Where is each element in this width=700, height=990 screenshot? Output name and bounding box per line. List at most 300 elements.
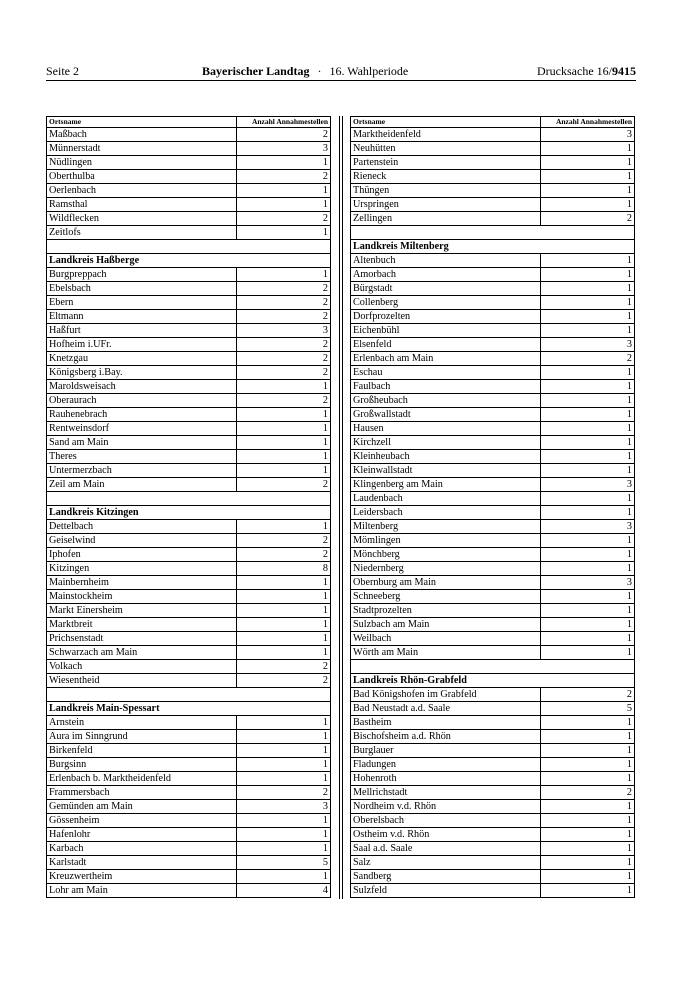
count-cell: 1: [237, 520, 331, 534]
place-name-cell: Bürgstadt: [351, 282, 541, 296]
count-cell: 1: [237, 716, 331, 730]
table-row: [47, 142, 331, 156]
district-name: Landkreis Main-Spessart: [47, 702, 331, 716]
place-name-cell: Klingenberg am Main: [351, 478, 541, 492]
table-row: [47, 450, 331, 464]
table-row: [47, 394, 331, 408]
count-cell: 1: [237, 814, 331, 828]
table-row: [47, 814, 331, 828]
place-name-cell: Kitzingen: [47, 562, 237, 576]
count-cell: 1: [541, 506, 635, 520]
table-row: [47, 800, 331, 814]
count-cell: 1: [541, 394, 635, 408]
count-cell: 1: [237, 198, 331, 212]
table-row: [351, 520, 635, 534]
count-cell: 3: [541, 128, 635, 142]
table-row: [351, 562, 635, 576]
table-row: [351, 548, 635, 562]
place-name-cell: Nordheim v.d. Rhön: [351, 800, 541, 814]
place-name-cell: Volkach: [47, 660, 237, 674]
place-name-cell: Wörth am Main: [351, 646, 541, 660]
count-cell: 2: [237, 534, 331, 548]
table-row: [351, 254, 635, 268]
table-row: [47, 618, 331, 632]
table-row: [351, 716, 635, 730]
page-number: Seite 2: [46, 64, 79, 78]
place-name-cell: Geiselwind: [47, 534, 237, 548]
count-cell: 1: [541, 492, 635, 506]
place-name-cell: Birkenfeld: [47, 744, 237, 758]
table-row: [47, 730, 331, 744]
place-name-cell: Faulbach: [351, 380, 541, 394]
table-row: [351, 800, 635, 814]
place-name-cell: Altenbuch: [351, 254, 541, 268]
count-cell: 1: [541, 730, 635, 744]
table-row: [47, 338, 331, 352]
table-row: [47, 870, 331, 884]
header-rule: [46, 80, 636, 81]
count-cell: 2: [237, 170, 331, 184]
count-cell: 3: [237, 324, 331, 338]
table-row: [47, 674, 331, 688]
place-name-cell: Weilbach: [351, 632, 541, 646]
place-name-cell: Iphofen: [47, 548, 237, 562]
place-name-cell: Erlenbach am Main: [351, 352, 541, 366]
place-name-cell: Gössenheim: [47, 814, 237, 828]
count-cell: 2: [237, 282, 331, 296]
count-cell: 2: [237, 296, 331, 310]
place-name-cell: Thüngen: [351, 184, 541, 198]
table-row: [47, 310, 331, 324]
place-name-cell: Aura im Sinngrund: [47, 730, 237, 744]
count-cell: 1: [541, 590, 635, 604]
count-cell: 1: [541, 884, 635, 898]
table-row: [47, 660, 331, 674]
table-row: [351, 380, 635, 394]
table-row: [351, 688, 635, 702]
table-row: [47, 226, 331, 240]
table-row: [351, 352, 635, 366]
table-row: [351, 842, 635, 856]
count-cell: 1: [541, 296, 635, 310]
count-cell: 1: [237, 576, 331, 590]
column-divider-right: [342, 116, 343, 899]
blank-cell: [47, 492, 331, 506]
count-cell: 8: [237, 562, 331, 576]
count-cell: 1: [541, 870, 635, 884]
district-heading-row: [351, 240, 635, 254]
count-cell: 2: [237, 352, 331, 366]
table-row: [47, 380, 331, 394]
table-row: [47, 366, 331, 380]
table-row: [351, 450, 635, 464]
place-name-cell: Nüdlingen: [47, 156, 237, 170]
count-cell: 3: [541, 338, 635, 352]
place-name-cell: Urspringen: [351, 198, 541, 212]
table-row: [47, 352, 331, 366]
table-row: [351, 422, 635, 436]
table-row: [351, 758, 635, 772]
table-row: [47, 604, 331, 618]
table-row: [351, 170, 635, 184]
place-name-cell: Ostheim v.d. Rhön: [351, 828, 541, 842]
table-row: [47, 156, 331, 170]
table-row: [47, 632, 331, 646]
place-name-cell: Marktheidenfeld: [351, 128, 541, 142]
place-name-cell: Maßbach: [47, 128, 237, 142]
place-name-cell: Amorbach: [351, 268, 541, 282]
table-row: [47, 758, 331, 772]
count-cell: 1: [541, 268, 635, 282]
table-row: [47, 282, 331, 296]
count-cell: 2: [237, 548, 331, 562]
table-row: [351, 492, 635, 506]
table-row: [351, 604, 635, 618]
table-row: [47, 856, 331, 870]
place-name-cell: Oberthulba: [47, 170, 237, 184]
table-row: [351, 506, 635, 520]
count-cell: 1: [237, 436, 331, 450]
place-name-cell: Frammersbach: [47, 786, 237, 800]
count-cell: 2: [541, 352, 635, 366]
place-name-cell: Sandberg: [351, 870, 541, 884]
count-cell: 1: [541, 408, 635, 422]
table-row: [47, 128, 331, 142]
place-name-cell: Rauhenebrach: [47, 408, 237, 422]
table-row: [47, 478, 331, 492]
count-cell: 1: [541, 842, 635, 856]
table-row: [47, 590, 331, 604]
count-cell: 2: [237, 128, 331, 142]
place-name-cell: Ebern: [47, 296, 237, 310]
place-name-cell: Haßfurt: [47, 324, 237, 338]
blank-row: [351, 226, 635, 240]
place-name-cell: Dettelbach: [47, 520, 237, 534]
count-cell: 5: [237, 856, 331, 870]
place-name-cell: Hausen: [351, 422, 541, 436]
count-cell: 1: [237, 380, 331, 394]
table-row: [47, 408, 331, 422]
place-name-cell: Oerlenbach: [47, 184, 237, 198]
table-row: [47, 646, 331, 660]
count-cell: 2: [237, 310, 331, 324]
count-cell: 2: [237, 786, 331, 800]
table-row: [47, 184, 331, 198]
table-row: [351, 730, 635, 744]
table-row: [351, 772, 635, 786]
column-header-name: Ortsname: [351, 117, 541, 128]
count-cell: 1: [541, 464, 635, 478]
count-cell: 1: [237, 226, 331, 240]
count-cell: 2: [541, 786, 635, 800]
district-heading-row: [47, 702, 331, 716]
place-name-cell: Prichsenstadt: [47, 632, 237, 646]
count-cell: 1: [237, 408, 331, 422]
place-name-cell: Zeil am Main: [47, 478, 237, 492]
count-cell: 1: [541, 380, 635, 394]
place-name-cell: Salz: [351, 856, 541, 870]
table-row: [351, 646, 635, 660]
count-cell: 1: [541, 716, 635, 730]
count-cell: 1: [541, 282, 635, 296]
blank-row: [47, 492, 331, 506]
count-cell: 1: [541, 254, 635, 268]
count-cell: 3: [541, 478, 635, 492]
blank-row: [47, 688, 331, 702]
count-cell: 5: [541, 702, 635, 716]
count-cell: 2: [237, 212, 331, 226]
table-row: [47, 520, 331, 534]
column-divider-left: [339, 116, 340, 899]
district-name: Landkreis Miltenberg: [351, 240, 635, 254]
place-name-cell: Sand am Main: [47, 436, 237, 450]
place-name-cell: Großwallstadt: [351, 408, 541, 422]
column-header-count: Anzahl Annahmestellen: [237, 117, 331, 128]
place-name-cell: Kleinwallstadt: [351, 464, 541, 478]
place-name-cell: Maroldsweisach: [47, 380, 237, 394]
count-cell: 1: [541, 422, 635, 436]
count-cell: 1: [237, 632, 331, 646]
table-row: [351, 534, 635, 548]
count-cell: 1: [237, 590, 331, 604]
table-row: [351, 198, 635, 212]
place-name-cell: Dorfprozelten: [351, 310, 541, 324]
place-name-cell: Elsenfeld: [351, 338, 541, 352]
count-cell: 1: [237, 828, 331, 842]
table-row: [351, 856, 635, 870]
place-name-cell: Rentweinsdorf: [47, 422, 237, 436]
place-name-cell: Theres: [47, 450, 237, 464]
table-row: [47, 422, 331, 436]
table-row: [351, 744, 635, 758]
table-row: [47, 786, 331, 800]
blank-cell: [47, 688, 331, 702]
place-name-cell: Erlenbach b. Marktheidenfeld: [47, 772, 237, 786]
table-row: [351, 338, 635, 352]
table-row: [351, 814, 635, 828]
table-row: [47, 548, 331, 562]
table-row: [351, 184, 635, 198]
count-cell: 1: [541, 156, 635, 170]
count-cell: 1: [237, 772, 331, 786]
count-cell: 1: [541, 828, 635, 842]
count-cell: 1: [541, 604, 635, 618]
table-row: [351, 366, 635, 380]
place-name-cell: Münnerstadt: [47, 142, 237, 156]
count-cell: 1: [237, 618, 331, 632]
place-name-cell: Ramsthal: [47, 198, 237, 212]
place-name-cell: Collenberg: [351, 296, 541, 310]
count-cell: 2: [541, 212, 635, 226]
count-cell: 2: [237, 674, 331, 688]
column-header-count: Anzahl Annahmestellen: [541, 117, 635, 128]
place-name-cell: Mönchberg: [351, 548, 541, 562]
count-cell: 1: [541, 534, 635, 548]
right-table-body: [351, 128, 635, 898]
place-name-cell: Karbach: [47, 842, 237, 856]
document-number: [537, 62, 636, 80]
place-name-cell: Bad Königshofen im Grabfeld: [351, 688, 541, 702]
place-name-cell: Sulzbach am Main: [351, 618, 541, 632]
count-cell: 3: [237, 142, 331, 156]
place-name-cell: Schwarzach am Main: [47, 646, 237, 660]
table-row: [47, 744, 331, 758]
count-cell: 1: [541, 450, 635, 464]
blank-cell: [351, 660, 635, 674]
table-row: [351, 618, 635, 632]
place-name-cell: Partenstein: [351, 156, 541, 170]
place-name-cell: Neuhütten: [351, 142, 541, 156]
place-name-cell: Kreuzwertheim: [47, 870, 237, 884]
table-row: [351, 282, 635, 296]
place-name-cell: Laudenbach: [351, 492, 541, 506]
count-cell: 1: [541, 310, 635, 324]
count-cell: 1: [541, 814, 635, 828]
table-row: [351, 786, 635, 800]
table-row: [47, 170, 331, 184]
place-name-cell: Bischofsheim a.d. Rhön: [351, 730, 541, 744]
table-row: [47, 268, 331, 282]
blank-cell: [351, 226, 635, 240]
place-name-cell: Burglauer: [351, 744, 541, 758]
table-row: [351, 324, 635, 338]
count-cell: 1: [541, 856, 635, 870]
parliament-title: [202, 62, 408, 80]
table-row: [351, 590, 635, 604]
place-name-cell: Bastheim: [351, 716, 541, 730]
count-cell: 1: [541, 436, 635, 450]
table-row: [47, 436, 331, 450]
count-cell: 1: [237, 422, 331, 436]
place-name-cell: Karlstadt: [47, 856, 237, 870]
place-name-cell: Fladungen: [351, 758, 541, 772]
table-row: [47, 212, 331, 226]
place-name-cell: Burgpreppach: [47, 268, 237, 282]
table-row: [47, 534, 331, 548]
column-header-name: Ortsname: [47, 117, 237, 128]
table-row: [351, 128, 635, 142]
district-name: Landkreis Rhön-Grabfeld: [351, 674, 635, 688]
place-name-cell: Gemünden am Main: [47, 800, 237, 814]
table-row: [351, 478, 635, 492]
place-name-cell: Rieneck: [351, 170, 541, 184]
count-cell: 1: [541, 772, 635, 786]
place-name-cell: Obernburg am Main: [351, 576, 541, 590]
table-row: [351, 884, 635, 898]
table-row: [47, 324, 331, 338]
table-row: [47, 716, 331, 730]
count-cell: 1: [541, 184, 635, 198]
place-name-cell: Zeitlofs: [47, 226, 237, 240]
count-cell: 1: [237, 744, 331, 758]
place-name-cell: Eltmann: [47, 310, 237, 324]
count-cell: 1: [237, 464, 331, 478]
district-heading-row: [47, 254, 331, 268]
table-row: [351, 296, 635, 310]
place-name-cell: Marktbreit: [47, 618, 237, 632]
place-name-cell: Wiesentheid: [47, 674, 237, 688]
place-name-cell: Oberelsbach: [351, 814, 541, 828]
place-name-cell: Untermerzbach: [47, 464, 237, 478]
count-cell: 1: [237, 870, 331, 884]
page-header: [46, 62, 636, 80]
place-name-cell: Burgsinn: [47, 758, 237, 772]
table-row: [351, 310, 635, 324]
place-name-cell: Stadtprozelten: [351, 604, 541, 618]
table-row: [351, 436, 635, 450]
district-heading-row: [47, 506, 331, 520]
count-cell: 1: [541, 800, 635, 814]
place-name-cell: Bad Neustadt a.d. Saale: [351, 702, 541, 716]
count-cell: 2: [237, 660, 331, 674]
place-name-cell: Eschau: [351, 366, 541, 380]
table-row: [47, 296, 331, 310]
place-name-cell: Wildflecken: [47, 212, 237, 226]
right-table: [350, 116, 635, 898]
blank-cell: [47, 240, 331, 254]
table-row: [351, 212, 635, 226]
place-name-cell: Zellingen: [351, 212, 541, 226]
count-cell: 2: [541, 688, 635, 702]
count-cell: 2: [237, 366, 331, 380]
count-cell: 1: [237, 758, 331, 772]
table-row: [351, 394, 635, 408]
table-row: [47, 842, 331, 856]
table-row: [351, 632, 635, 646]
count-cell: 1: [541, 198, 635, 212]
count-cell: 1: [237, 646, 331, 660]
table-header-row: [47, 117, 331, 128]
place-name-cell: Leidersbach: [351, 506, 541, 520]
count-cell: 1: [541, 562, 635, 576]
place-name-cell: Königsberg i.Bay.: [47, 366, 237, 380]
count-cell: 1: [541, 548, 635, 562]
place-name-cell: Mainbernheim: [47, 576, 237, 590]
district-heading-row: [351, 674, 635, 688]
place-name-cell: Hohenroth: [351, 772, 541, 786]
document-id: 9415: [612, 64, 636, 78]
blank-row: [47, 240, 331, 254]
place-name-cell: Miltenberg: [351, 520, 541, 534]
table-row: [351, 828, 635, 842]
place-name-cell: Großheubach: [351, 394, 541, 408]
place-name-cell: Arnstein: [47, 716, 237, 730]
table-row: [351, 156, 635, 170]
table-row: [47, 884, 331, 898]
count-cell: 1: [237, 156, 331, 170]
table-row: [351, 870, 635, 884]
table-row: [351, 702, 635, 716]
place-name-cell: Sulzfeld: [351, 884, 541, 898]
place-name-cell: Oberaurach: [47, 394, 237, 408]
district-name: Landkreis Kitzingen: [47, 506, 331, 520]
count-cell: 1: [237, 268, 331, 282]
table-row: [47, 562, 331, 576]
place-name-cell: Mellrichstadt: [351, 786, 541, 800]
table-row: [351, 142, 635, 156]
count-cell: 1: [541, 170, 635, 184]
place-name-cell: Ebelsbach: [47, 282, 237, 296]
place-name-cell: Lohr am Main: [47, 884, 237, 898]
table-row: [351, 268, 635, 282]
count-cell: 1: [237, 450, 331, 464]
header-separator: ·: [317, 64, 322, 78]
count-cell: 1: [541, 744, 635, 758]
count-cell: 1: [541, 366, 635, 380]
table-row: [47, 772, 331, 786]
table-row: [47, 464, 331, 478]
count-cell: 2: [237, 338, 331, 352]
